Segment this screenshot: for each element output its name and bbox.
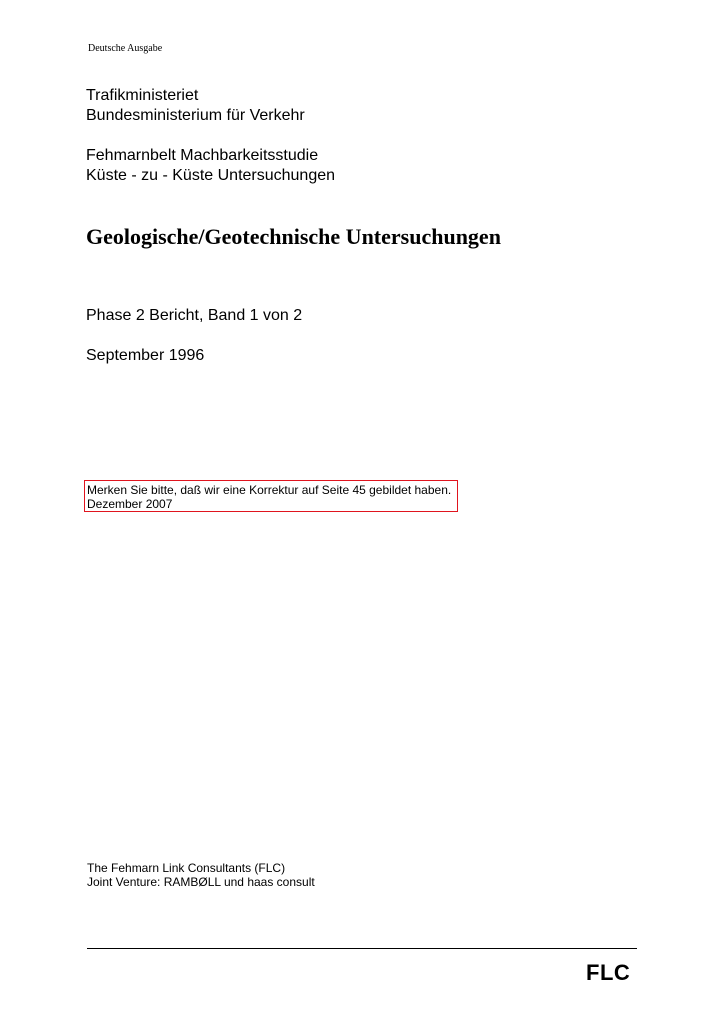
correction-notice-text: Merken Sie bitte, daß wir eine Korrektur auf Seite 45 gebildet haben. [87, 483, 452, 497]
study-subtitle: Küste - zu - Küste Untersuchungen [86, 167, 336, 184]
ministry-german: Bundesministerium für Verkehr [86, 107, 305, 124]
report-phase: Phase 2 Bericht, Band 1 von 2 [86, 307, 303, 324]
footer-divider [87, 948, 637, 949]
correction-notice-date: Dezember 2007 [87, 497, 173, 511]
flc-logo: FLC [586, 960, 631, 985]
edition-label: Deutsche Ausgabe [88, 43, 163, 54]
study-block [86, 146, 335, 186]
consultants-joint-venture: Joint Venture: RAMBØLL und haas consult [87, 875, 315, 889]
ministry-danish: Trafikministeriet [86, 87, 199, 104]
document-title: Geologische/Geotechnische Untersuchungen [86, 224, 501, 249]
ministries-block [86, 86, 305, 126]
consultants-block [87, 861, 315, 889]
correction-notice-box [84, 480, 458, 512]
consultants-name: The Fehmarn Link Consultants (FLC) [87, 861, 286, 875]
report-date: September 1996 [86, 347, 205, 364]
study-name: Fehmarnbelt Machbarkeitsstudie [86, 147, 319, 164]
